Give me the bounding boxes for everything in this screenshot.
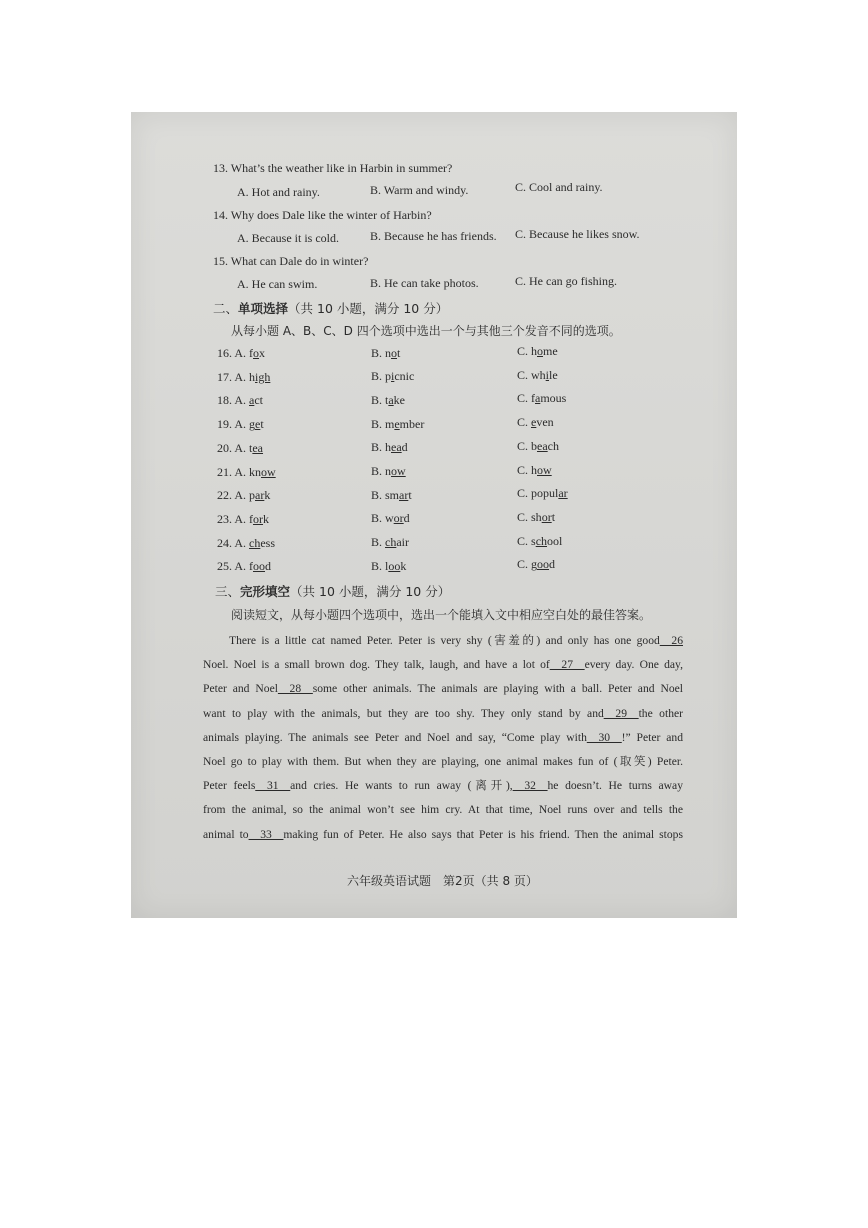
passage-text: animal to xyxy=(203,827,249,841)
phonics-option-c xyxy=(517,439,559,454)
question-number: 16. A. xyxy=(217,346,250,360)
phonics-option-c xyxy=(517,415,554,430)
question-number: 22. A. xyxy=(217,488,250,503)
cloze-passage xyxy=(203,629,683,847)
passage-text: There is a little cat named Peter. Peter is very shy (害羞的) and only has one good xyxy=(229,634,660,647)
option-c-word: C. even xyxy=(517,415,554,430)
question-number: 18. A. xyxy=(217,393,250,408)
section-3-score: （共 10 小题，满分 10 分） xyxy=(290,584,451,599)
phonics-option-c xyxy=(517,486,568,501)
phonics-option-b xyxy=(371,346,400,361)
option-c-word: C. home xyxy=(517,344,558,358)
option-b-word: B. take xyxy=(371,392,405,407)
cloze-blank: __33__ xyxy=(248,827,284,841)
phonics-option-b xyxy=(371,488,412,503)
question-number: 23. A. xyxy=(217,511,250,526)
passage-line xyxy=(203,653,683,677)
section-3-heading: 完形填空 xyxy=(240,584,291,599)
option-a-word: food xyxy=(249,559,272,574)
q13-option-b: B. Warm and windy. xyxy=(370,183,469,197)
q15-option-a: A. He can swim. xyxy=(237,277,318,291)
question-number: 19. A. xyxy=(217,417,250,432)
passage-text: !” Peter and xyxy=(621,730,683,744)
phonics-option-b xyxy=(371,417,424,432)
phonics-option-a xyxy=(217,559,271,574)
question-13: 13. What’s the weather like in Harbin in summer? xyxy=(213,161,453,175)
option-c-word: C. school xyxy=(517,533,563,548)
question-14: 14. Why does Dale like the winter of Harbin? xyxy=(213,208,432,222)
passage-line xyxy=(203,750,683,774)
phonics-option-a xyxy=(217,417,264,432)
q15-option-c: C. He can go fishing. xyxy=(515,274,617,288)
page-footer: 六年级英语试题 第2页（共 8 页） xyxy=(347,874,538,888)
passage-text: Peter feels xyxy=(203,779,256,793)
option-a-word: fox xyxy=(249,346,266,360)
phonics-option-c xyxy=(517,391,566,406)
phonics-option-b xyxy=(371,511,410,526)
passage-text: making fun of Peter. He also says that Peter is his friend. Then the animal stops xyxy=(283,827,683,841)
option-b-word: B. not xyxy=(371,345,401,360)
section-3-title xyxy=(215,582,450,600)
passage-line xyxy=(203,774,683,798)
passage-text: want to play with the animals, but they are too shy. They only stand by and xyxy=(203,706,604,720)
phonics-option-a xyxy=(217,536,275,551)
passage-text: and cries. He wants to run away (离开), xyxy=(290,779,513,793)
option-a-word: tea xyxy=(249,440,264,455)
phonics-option-b xyxy=(371,369,414,384)
option-a-word: park xyxy=(249,488,271,503)
section-2-heading: 单项选择 xyxy=(238,301,289,316)
option-c-word: C. beach xyxy=(517,438,559,453)
phonics-option-c xyxy=(517,463,552,478)
cloze-blank: __32__ xyxy=(512,779,548,793)
phonics-option-a xyxy=(217,488,270,503)
option-b-word: B. picnic xyxy=(371,369,415,384)
question-number: 17. A. xyxy=(217,369,250,384)
cloze-blank: __30__ xyxy=(586,730,622,744)
cloze-blank: __27__ xyxy=(549,658,585,672)
phonics-option-c xyxy=(517,557,555,572)
q14-option-c: C. Because he likes snow. xyxy=(515,227,640,241)
section-2-number: 二、 xyxy=(213,301,239,316)
passage-line xyxy=(203,823,683,847)
passage-text: Peter and Noel xyxy=(203,682,278,696)
option-b-word: B. chair xyxy=(371,535,409,550)
phonics-option-a xyxy=(217,370,270,385)
passage-text: he doesn’t. He turns away xyxy=(547,779,684,793)
option-b-word: B. now xyxy=(371,464,406,478)
question-15: 15. What can Dale do in winter? xyxy=(213,254,369,268)
option-c-word: C. popular xyxy=(517,486,568,501)
passage-text: some other animals. The animals are playing with a ball. Peter and Noel xyxy=(312,682,683,696)
phonics-option-b xyxy=(371,559,406,574)
passage-line xyxy=(203,726,683,750)
option-a-word: act xyxy=(249,393,264,408)
passage-text: Noel go to play with them. But when they are playing, one animal makes fun of (取笑) Peter. xyxy=(203,755,683,769)
phonics-option-b xyxy=(371,440,408,455)
passage-line xyxy=(203,798,683,822)
section-2-score: （共 10 小题，满分 10 分） xyxy=(288,301,449,316)
passage-text: animals playing. The animals see Peter and Noel and say, “Come play with xyxy=(203,730,587,744)
phonics-option-a xyxy=(217,393,263,408)
option-c-word: C. how xyxy=(517,462,552,477)
passage-line xyxy=(203,677,683,701)
q14-option-a: A. Because it is cold. xyxy=(237,231,339,245)
passage-text: Noel. Noel is a small brown dog. They talk, laugh, and have a lot of xyxy=(203,658,550,672)
passage-line xyxy=(203,702,683,726)
option-b-word: B. word xyxy=(371,511,410,526)
phonics-option-b xyxy=(371,393,405,408)
passage-text: from the animal, so the animal won’t see him cry. At that time, Noel runs over and tells the xyxy=(203,803,683,817)
phonics-option-c xyxy=(517,368,558,383)
option-b-word: B. smart xyxy=(371,487,412,502)
option-b-word: B. member xyxy=(371,416,425,431)
q13-option-c: C. Cool and rainy. xyxy=(515,180,603,194)
option-a-word: high xyxy=(249,369,271,384)
option-a-word: fork xyxy=(249,511,270,526)
phonics-option-c xyxy=(517,534,562,549)
q13-option-a: A. Hot and rainy. xyxy=(237,185,320,199)
question-number: 24. A. xyxy=(217,535,250,550)
phonics-option-a xyxy=(217,441,263,456)
phonics-option-c xyxy=(517,344,558,359)
section-2-instruction: 从每小题 A、B、C、D 四个选项中选出一个与其他三个发音不同的选项。 xyxy=(231,324,621,338)
option-c-word: C. short xyxy=(517,509,556,524)
question-number: 21. A. xyxy=(217,464,250,479)
passage-line xyxy=(203,629,683,653)
phonics-option-b xyxy=(371,464,406,479)
question-number: 20. A. xyxy=(217,440,250,455)
section-2-title xyxy=(213,299,448,317)
cloze-blank: __31__ xyxy=(255,779,291,793)
section-3-instruction: 阅读短文，从每小题四个选项中，选出一个能填入文中相应空白处的最佳答案。 xyxy=(231,608,652,622)
exam-page-photo xyxy=(131,112,737,918)
q15-option-b: B. He can take photos. xyxy=(370,276,479,290)
cloze-blank: __29__ xyxy=(603,706,639,720)
option-b-word: B. look xyxy=(371,558,407,573)
option-c-word: C. while xyxy=(517,367,558,382)
option-c-word: C. good xyxy=(517,557,556,572)
option-a-word: know xyxy=(249,464,276,479)
passage-text: every day. One day, xyxy=(584,658,683,672)
phonics-option-a xyxy=(217,512,269,527)
phonics-option-c xyxy=(517,510,555,525)
section-3-number: 三、 xyxy=(215,584,241,599)
phonics-option-a xyxy=(217,346,265,361)
question-number: 25. A. xyxy=(217,559,250,574)
passage-text: the other xyxy=(638,706,683,720)
q14-option-b: B. Because he has friends. xyxy=(370,229,497,243)
option-b-word: B. head xyxy=(371,440,408,455)
option-a-word: chess xyxy=(249,535,276,550)
option-a-word: get xyxy=(249,417,264,432)
option-c-word: C. famous xyxy=(517,391,567,406)
cloze-blank: __26 xyxy=(659,634,683,647)
phonics-option-b xyxy=(371,535,409,550)
phonics-option-a xyxy=(217,465,276,480)
cloze-blank: __28__ xyxy=(277,682,313,696)
